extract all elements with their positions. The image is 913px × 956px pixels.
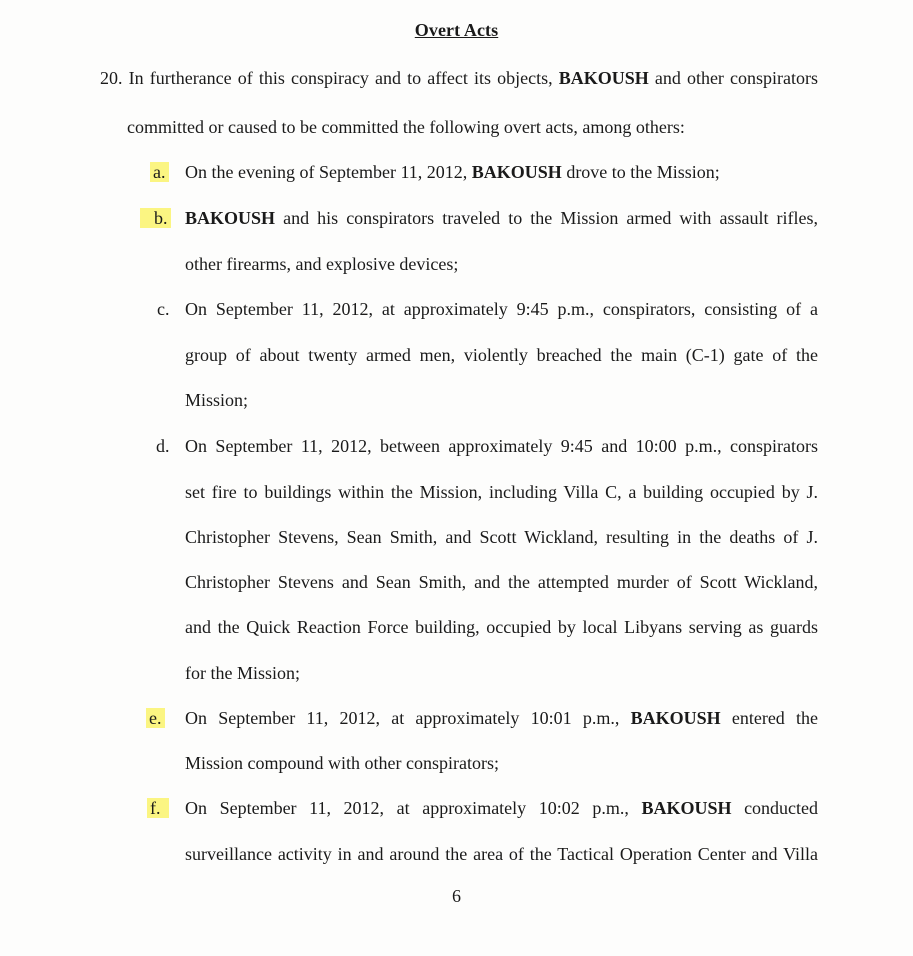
item-c-line-3: Mission; — [185, 390, 249, 410]
defendant-name: BAKOUSH — [641, 798, 732, 818]
item-b-text: and his conspirators traveled to the Mission armed with assault rifles, — [283, 208, 818, 228]
highlighted-marker: b. — [140, 208, 171, 228]
item-b-line-1 — [185, 207, 818, 229]
defendant-name: BAKOUSH — [185, 208, 276, 228]
defendant-name: BAKOUSH — [630, 708, 721, 728]
para-number: 20. — [100, 68, 123, 88]
item-d-line-3: Christopher Stevens, Sean Smith, and Scott Wickland, resulting in the deaths of J. — [185, 527, 818, 547]
item-a-text: drove to the Mission; — [566, 162, 720, 182]
highlighted-marker: f. — [147, 798, 169, 818]
item-d-line-6: for the Mission; — [185, 663, 300, 683]
item-b-marker — [140, 207, 171, 229]
item-f-marker — [147, 797, 169, 819]
item-e-marker — [146, 707, 165, 729]
item-f-text: conducted — [744, 798, 819, 818]
item-d-line-1: On September 11, 2012, between approximately 9:45 and 10:00 p.m., conspirators — [185, 436, 818, 456]
highlighted-marker: a. — [150, 162, 169, 182]
para-20-line-1 — [100, 67, 818, 89]
item-d-line-4: Christopher Stevens and Sean Smith, and the attempted murder of Scott Wickland, — [185, 572, 818, 592]
item-a-line-1 — [185, 161, 720, 183]
item-d-line-5: and the Quick Reaction Force building, occupied by local Libyans serving as guards — [185, 617, 818, 637]
item-f-line-2: surveillance activity in and around the area of the Tactical Operation Center and Villa — [185, 844, 818, 864]
item-e-line-2: Mission compound with other conspirators; — [185, 753, 499, 773]
section-heading: Overt Acts — [414, 20, 499, 40]
page-number: 6 — [452, 886, 461, 906]
item-e-line-1 — [185, 707, 818, 729]
item-d-marker: d. — [156, 436, 170, 456]
item-f-line-1 — [185, 797, 818, 819]
item-c-marker: c. — [157, 299, 170, 319]
item-e-text: On September 11, 2012, at approximately 10:01 p.m., — [185, 708, 620, 728]
highlighted-marker: e. — [146, 708, 165, 728]
para-20-text: and other conspirators — [654, 68, 819, 88]
item-a-text: On the evening of September 11, 2012, — [185, 162, 468, 182]
item-f-text: On September 11, 2012, at approximately 10:02 p.m., — [185, 798, 629, 818]
item-c-line-2: group of about twenty armed men, violently breached the main (C-1) gate of the — [185, 345, 818, 365]
item-d-line-2: set fire to buildings within the Mission, including Villa C, a building occupied by J. — [185, 482, 818, 502]
item-e-text: entered the — [731, 708, 819, 728]
defendant-name: BAKOUSH — [558, 68, 649, 88]
para-20-line-2: committed or caused to be committed the following overt acts, among others: — [127, 117, 685, 137]
item-c-line-1: On September 11, 2012, at approximately 9:45 p.m., conspirators, consisting of a — [185, 299, 818, 319]
para-20-text: In furtherance of this conspiracy and to affect its objects, — [128, 68, 553, 88]
defendant-name: BAKOUSH — [471, 162, 562, 182]
item-b-line-2: other firearms, and explosive devices; — [185, 254, 459, 274]
item-a-marker — [150, 161, 169, 183]
